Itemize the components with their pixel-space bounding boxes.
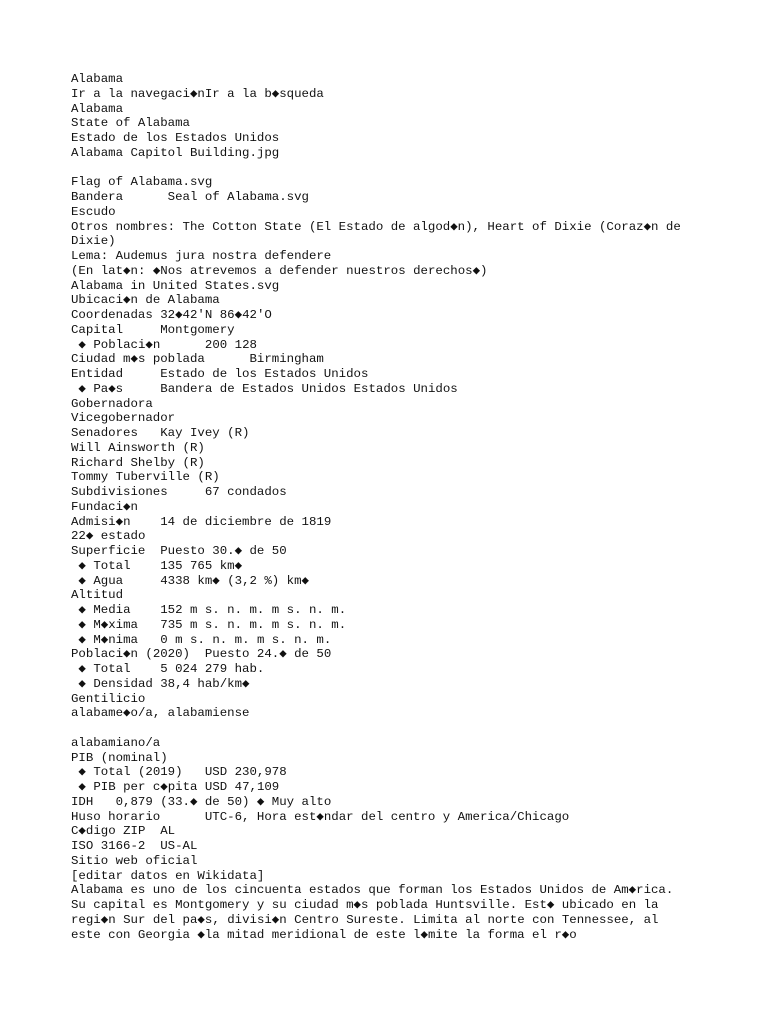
text-line: (En lat◆n: ◆Nos atrevemos a defender nuestros derechos◆) bbox=[71, 263, 488, 278]
text-line bbox=[71, 721, 721, 736]
text-line bbox=[71, 161, 721, 176]
text-line: Ubicaci◆n de Alabama bbox=[71, 293, 220, 308]
text-line: ◆ Densidad 38,4 hab/km◆ bbox=[71, 676, 250, 691]
text-line: ◆ Media 152 m s. n. m. m s. n. m. bbox=[71, 603, 347, 617]
text-line: Coordenadas 32◆42'N 86◆42'O bbox=[71, 308, 272, 322]
text-line: este con Georgia ◆la mitad meridional de este l◆mite la forma el r◆o bbox=[71, 927, 577, 942]
text-line: Alabama bbox=[71, 72, 124, 86]
text-line: ◆ Poblaci◆n 200 128 bbox=[71, 337, 257, 352]
text-line: Otros nombres: The Cotton State (El Estado de algod◆n), Heart of Dixie (Coraz◆n de bbox=[71, 219, 681, 234]
text-line: IDH 0,879 (33.◆ de 50) ◆ Muy alto bbox=[71, 794, 332, 809]
text-line: Alabama in United States.svg bbox=[71, 278, 280, 293]
text-line: ◆ M◆xima 735 m s. n. m. m s. n. m. bbox=[71, 617, 347, 632]
text-line: regi◆n Sur del pa◆s, divisi◆n Centro Sureste. Limita al norte con Tennessee, al bbox=[71, 912, 659, 927]
text-line: Capital Montgomery bbox=[71, 322, 235, 337]
text-line: Richard Shelby (R) bbox=[71, 455, 205, 470]
text-line: Su capital es Montgomery y su ciudad m◆s poblada Huntsville. Est◆ ubicado en la bbox=[71, 898, 659, 912]
text-line: Ciudad m◆s poblada Birmingham bbox=[71, 352, 324, 367]
text-line: Gobernadora bbox=[71, 396, 153, 411]
text-line: Dixie) bbox=[71, 234, 116, 249]
text-line: Ir a la navegaci◆nIr a la b◆squeda bbox=[71, 86, 324, 101]
text-line: ◆ PIB per c◆pita USD 47,109 bbox=[71, 780, 280, 794]
text-line: PIB (nominal) bbox=[71, 750, 168, 765]
text-line: 22◆ estado bbox=[71, 529, 146, 544]
text-line: Superficie Puesto 30.◆ de 50 bbox=[71, 544, 287, 558]
text-line: C◆digo ZIP AL bbox=[71, 824, 176, 839]
text-line: Alabama Capitol Building.jpg bbox=[71, 145, 280, 160]
text-line: Huso horario UTC-6, Hora est◆ndar del centro y America/Chicago bbox=[71, 809, 570, 824]
text-line: Subdivisiones 67 condados bbox=[71, 485, 287, 499]
text-line: ◆ Agua 4338 km◆ (3,2 %) km◆ bbox=[71, 573, 310, 588]
text-line: Gentilicio bbox=[71, 691, 146, 706]
text-line: Flag of Alabama.svg bbox=[71, 175, 213, 190]
text-line: ◆ Total 5 024 279 hab. bbox=[71, 662, 265, 676]
text-line: Alabama es uno de los cincuenta estados que forman los Estados Unidos de Am◆rica. bbox=[71, 883, 674, 898]
text-line: Lema: Audemus jura nostra defendere bbox=[71, 249, 332, 263]
text-line: ISO 3166-2 US-AL bbox=[71, 839, 198, 853]
document-text-body bbox=[71, 72, 721, 942]
text-line: ◆ Total (2019) USD 230,978 bbox=[71, 765, 287, 780]
text-line: Senadores Kay Ivey (R) bbox=[71, 426, 250, 440]
text-line: Escudo bbox=[71, 204, 116, 219]
text-line: Alabama bbox=[71, 101, 124, 116]
text-line: ◆ Total 135 765 km◆ bbox=[71, 558, 243, 573]
text-line: Sitio web oficial bbox=[71, 853, 198, 868]
text-line: Entidad Estado de los Estados Unidos bbox=[71, 367, 369, 381]
text-line: Fundaci◆n bbox=[71, 499, 138, 514]
text-line: Bandera Seal of Alabama.svg bbox=[71, 190, 309, 204]
text-line: [editar datos en Wikidata] bbox=[71, 868, 265, 883]
text-line: Vicegobernador bbox=[71, 411, 176, 426]
text-line: Will Ainsworth (R) bbox=[71, 440, 205, 455]
text-line: Tommy Tuberville (R) bbox=[71, 470, 220, 485]
text-line: Poblaci◆n (2020) Puesto 24.◆ de 50 bbox=[71, 647, 332, 662]
text-line: Admisi◆n 14 de diciembre de 1819 bbox=[71, 514, 332, 529]
text-line: ◆ Pa◆s Bandera de Estados Unidos Estados Unidos bbox=[71, 381, 458, 396]
text-line: ◆ M◆nima 0 m s. n. m. m s. n. m. bbox=[71, 632, 332, 647]
text-line: alabame◆o/a, alabamiense bbox=[71, 706, 250, 721]
text-line: State of Alabama bbox=[71, 116, 190, 131]
text-line: alabamiano/a bbox=[71, 735, 161, 750]
text-line: Altitud bbox=[71, 588, 124, 603]
text-line: Estado de los Estados Unidos bbox=[71, 131, 280, 145]
